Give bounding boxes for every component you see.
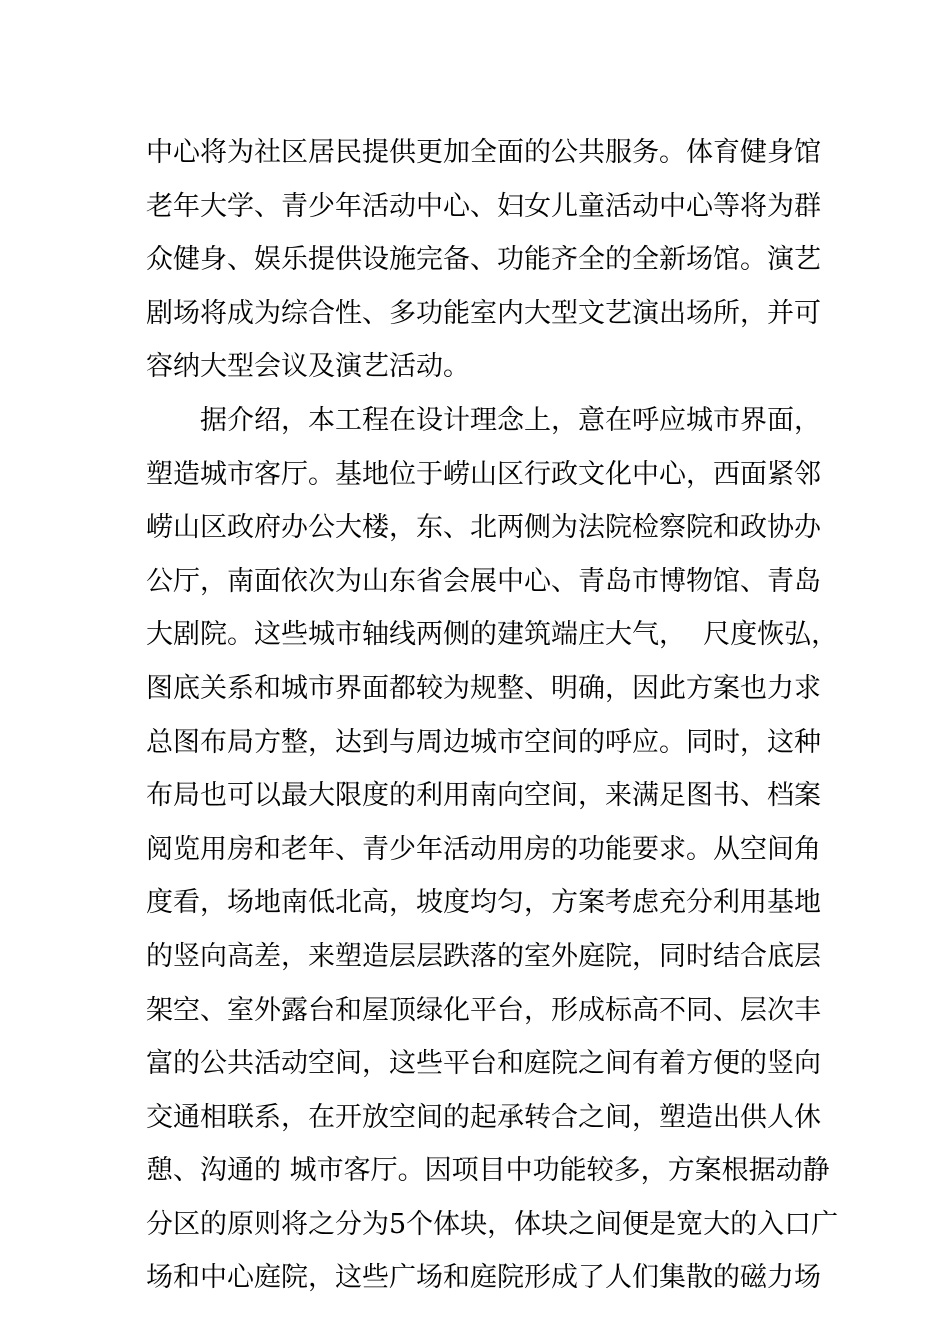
text-line: 崂山区政府办公大楼，东、北两侧为法院检察院和政协办 [146,512,821,544]
text-line: 大剧院。这些城市轴线两侧的建筑端庄大气， 尺度恢弘， [146,619,839,651]
text-line: 富的公共活动空间，这些平台和庭院之间有着方便的竖向 [146,1048,821,1080]
body-text [146,126,839,1305]
text-line: 公厅，南面依次为山东省会展中心、青岛市博物馆、青岛 [146,565,821,597]
text-line: 总图布局方整，达到与周边城市空间的呼应。同时，这种 [146,726,821,758]
text-line: 阅览用房和老年、青少年活动用房的功能要求。从空间角 [146,833,821,865]
text-line: 场和中心庭院，这些广场和庭院形成了人们集散的磁力场 [146,1262,821,1294]
text-line: 图底关系和城市界面都较为规整、明确，因此方案也力求 [146,672,821,704]
text-line: 容纳大型会议及演艺活动。 [146,351,470,383]
text-line: 分区的原则将之分为5个体块，体块之间便是宽大的入口广 [146,1208,839,1240]
text-line: 塑造城市客厅。基地位于崂山区行政文化中心，西面紧邻 [146,458,821,490]
text-line: 中心将为社区居民提供更加全面的公共服务。体育健身馆 [146,137,821,168]
text-line: 憩、沟通的 城市客厅。因项目中功能较多，方案根据动静 [146,1155,830,1187]
text-line: 架空、室外露台和屋顶绿化平台，形成标高不同、层次丰 [146,994,821,1026]
text-line: 度看，场地南低北高，坡度均匀，方案考虑充分利用基地 [146,887,821,919]
text-line: 老年大学、青少年活动中心、妇女儿童活动中心等将为群 [146,190,821,222]
text-line: 剧场将成为综合性、多功能室内大型文艺演出场所，并可 [146,297,821,329]
text-line: 交通相联系，在开放空间的起承转合之间，塑造出供人休 [146,1101,821,1133]
text-line: 布局也可以最大限度的利用南向空间，来满足图书、档案 [146,780,821,812]
text-line: 众健身、娱乐提供设施完备、功能齐全的全新场馆。演艺 [146,244,821,276]
paragraph-first-line: 据介绍，本工程在设计理念上，意在呼应城市界面， [200,404,821,436]
text-line: 的竖向高差，来塑造层层跌落的室外庭院，同时结合底层 [146,940,821,972]
